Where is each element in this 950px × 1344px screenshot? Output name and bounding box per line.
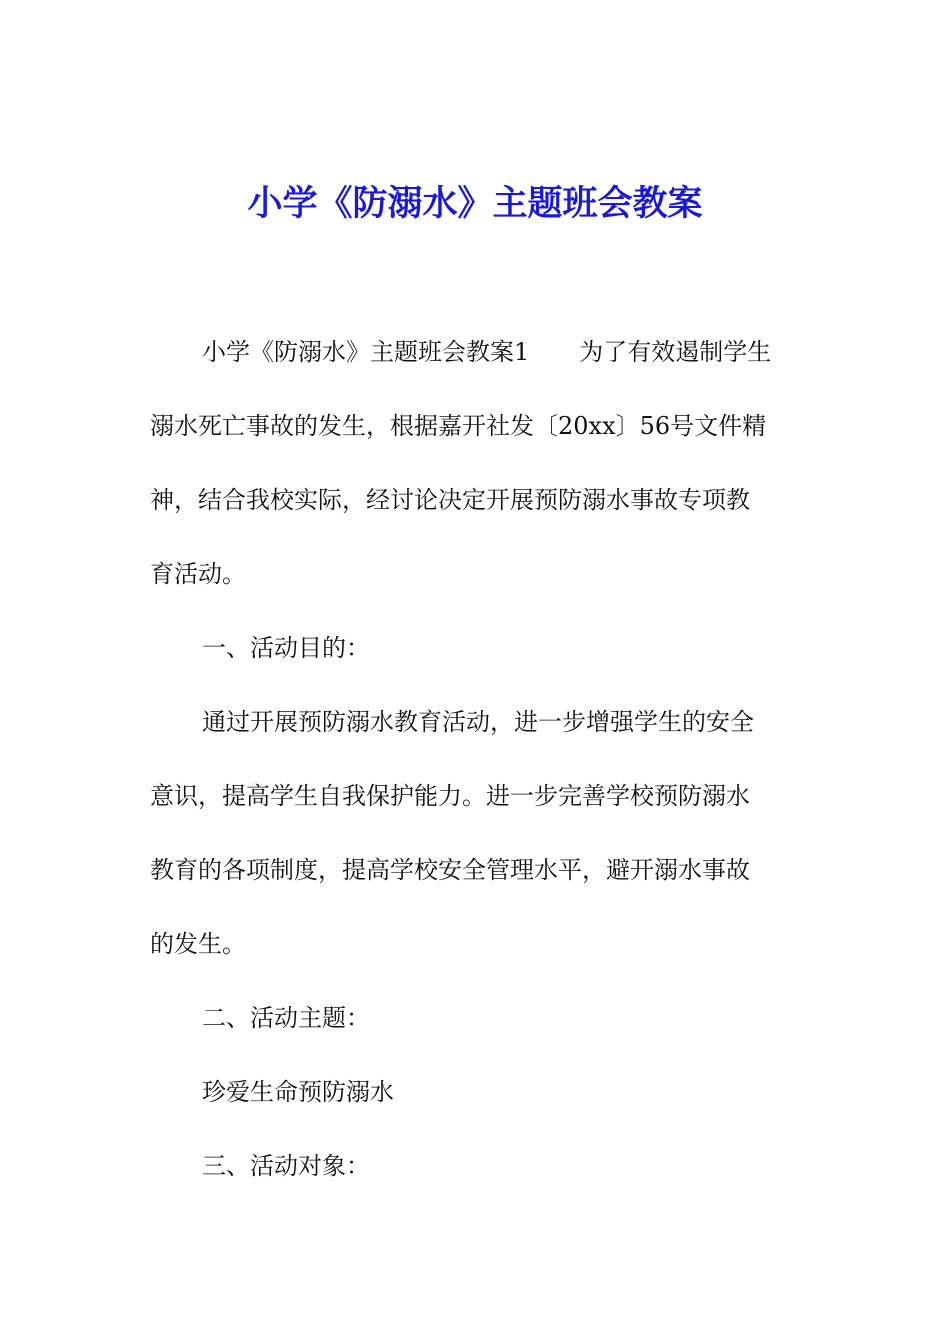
section-1-heading: 一、活动目的： bbox=[202, 634, 370, 662]
section-1-line-4: 的发生。 bbox=[150, 930, 246, 958]
section-2-heading: 二、活动主题： bbox=[202, 1004, 370, 1032]
intro-line-1 bbox=[150, 315, 810, 389]
document-title: 小学《防溺水》主题班会教案 bbox=[247, 183, 703, 224]
section-3-heading: 三、活动对象： bbox=[202, 1152, 370, 1180]
document-body bbox=[150, 315, 810, 1203]
intro-line-4: 育活动。 bbox=[150, 560, 246, 588]
intro-text-start: 为了有效遏制学生 bbox=[579, 338, 772, 366]
intro-title-ref: 小学《防溺水》主题班会教案1 bbox=[202, 338, 530, 366]
section-1-line-3: 教育的各项制度，提高学校安全管理水平，避开溺水事故 bbox=[150, 856, 750, 884]
section-1-line-2: 意识，提高学生自我保护能力。进一步完善学校预防溺水 bbox=[150, 782, 750, 810]
intro-line-2: 溺水死亡事故的发生，根据嘉开社发〔20xx〕56号文件精 bbox=[150, 412, 767, 440]
intro-line-3: 神，结合我校实际，经讨论决定开展预防溺水事故专项教 bbox=[150, 486, 750, 514]
section-2-content: 珍爱生命预防溺水 bbox=[202, 1078, 394, 1106]
section-1-line-1: 通过开展预防溺水教育活动，进一步增强学生的安全 bbox=[202, 708, 754, 736]
